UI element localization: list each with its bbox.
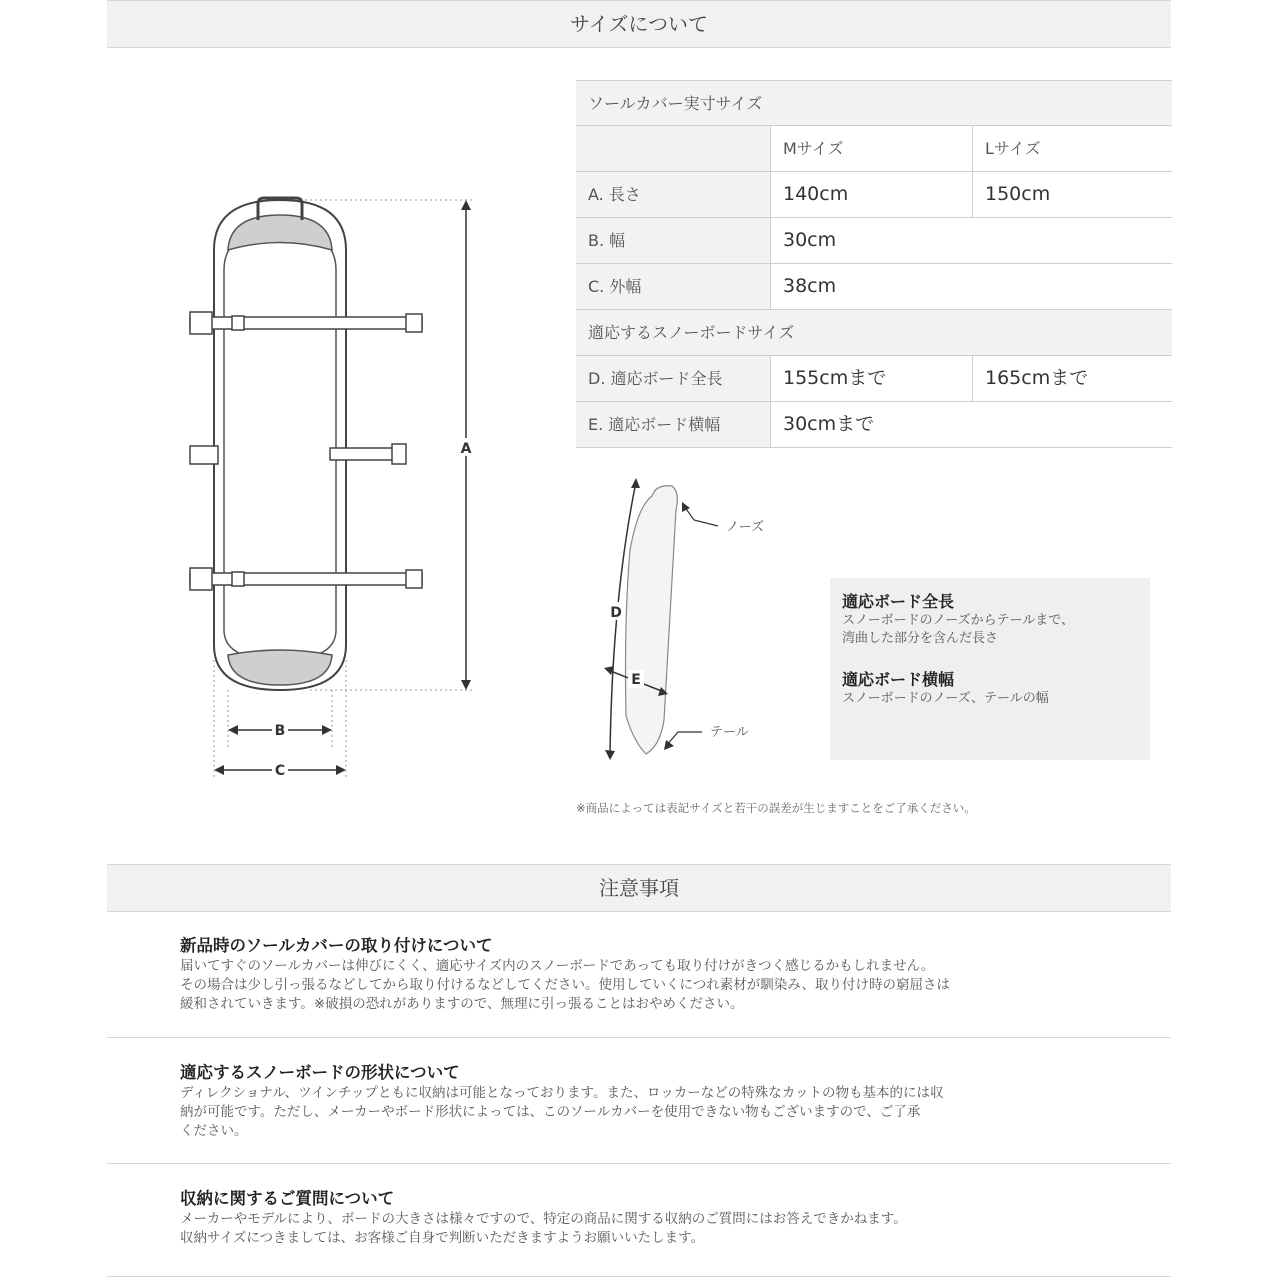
note-item — [180, 1188, 1100, 1248]
note-line: ディレクショナル、ツインチップともに収納は可能となっております。また、ロッカーなどの特殊なカットの物も基本的には収 — [180, 1085, 944, 1101]
note-body — [180, 957, 1100, 1014]
row-label: B. 幅 — [576, 218, 770, 263]
note-line: 緩和されていきます。※破損の恐れがありますので、無理に引っ張ることはおやめください。 — [180, 996, 744, 1012]
cell-value: 30cmまで — [770, 402, 972, 447]
table-group-header — [576, 80, 1172, 126]
table-group-header — [576, 310, 1172, 356]
row-label — [576, 126, 770, 171]
cell-m: 140cm — [770, 172, 972, 217]
length-line: スノーボードのノーズからテールまで、 — [842, 613, 1075, 628]
board-side-diagram — [590, 470, 790, 770]
size-section-heading: サイズについて — [107, 0, 1171, 48]
table-row — [576, 402, 1172, 448]
cell-value: 38cm — [770, 264, 972, 309]
width-description: スノーボードのノーズ、テールの幅 — [842, 691, 1049, 706]
group-title-board-size: 適応するスノーボードサイズ — [588, 323, 795, 342]
cell-m: 155cmまで — [770, 356, 972, 401]
size-table — [576, 80, 1172, 448]
divider — [107, 1276, 1171, 1277]
note-line: 納が可能です。ただし、メーカーやボード形状によっては、このソールカバーを使用できない物もございますので、ご了承 — [180, 1104, 921, 1120]
cell-l: 165cmまで — [972, 356, 1172, 401]
note-body — [180, 1084, 1100, 1141]
cell-value: 30cm — [770, 218, 972, 263]
label-b: B — [274, 723, 286, 739]
col-header-m: Mサイズ — [770, 126, 972, 171]
row-label: C. 外幅 — [576, 264, 770, 309]
note-body — [180, 1210, 1100, 1248]
sole-cover-diagram — [170, 190, 490, 790]
width-title: 適応ボード横幅 — [842, 670, 955, 689]
length-description — [842, 612, 1138, 648]
col-header-l: Lサイズ — [972, 126, 1172, 171]
label-d: D — [610, 605, 622, 621]
table-row — [576, 356, 1172, 402]
length-title: 適応ボード全長 — [842, 592, 955, 611]
note-item — [180, 1062, 1100, 1141]
notes-section-heading: 注意事項 — [107, 864, 1171, 912]
note-title: 新品時のソールカバーの取り付けについて — [180, 936, 493, 955]
note-line: 収納サイズにつきましては、お客様ご自身で判断いただきますようお願いいたします。 — [180, 1230, 705, 1246]
note-title: 収納に関するご質問について — [180, 1189, 395, 1208]
label-tail: テール — [710, 725, 749, 740]
note-line: ください。 — [180, 1123, 248, 1139]
label-c: C — [274, 763, 286, 779]
table-row — [576, 172, 1172, 218]
label-e: E — [631, 672, 641, 688]
note-item — [180, 935, 1100, 1014]
note-title: 適応するスノーボードの形状について — [180, 1063, 460, 1082]
row-label: A. 長さ — [576, 172, 770, 217]
note-line: 届いてすぐのソールカバーは伸びにくく、適応サイズ内のスノーボードであっても取り付けがきつく感じるかもしれません。 — [180, 958, 935, 974]
size-footnote: ※商品によっては表記サイズと若干の誤差が生じますことをご了承ください。 — [576, 801, 976, 815]
note-line: その場合は少し引っ張るなどしてから取り付けるなどしてください。使用していくにつれ素材が馴染み、取り付け時の窮屈さは — [180, 977, 951, 993]
divider — [107, 1037, 1171, 1038]
label-nose: ノーズ — [726, 520, 764, 535]
explanation-box — [830, 578, 1150, 760]
table-row — [576, 218, 1172, 264]
label-a: A — [460, 441, 472, 457]
row-label: D. 適応ボード全長 — [576, 356, 770, 401]
row-label: E. 適応ボード横幅 — [576, 402, 770, 447]
group-title-actual-size: ソールカバー実寸サイズ — [588, 94, 763, 113]
note-line: メーカーやモデルにより、ボードの大きさは様々ですので、特定の商品に関する収納のご質問にはお答えできかねます。 — [180, 1211, 907, 1227]
divider — [107, 1163, 1171, 1164]
table-row — [576, 264, 1172, 310]
cell-l: 150cm — [972, 172, 1172, 217]
table-row — [576, 126, 1172, 172]
length-line: 湾曲した部分を含んだ長さ — [842, 631, 999, 646]
